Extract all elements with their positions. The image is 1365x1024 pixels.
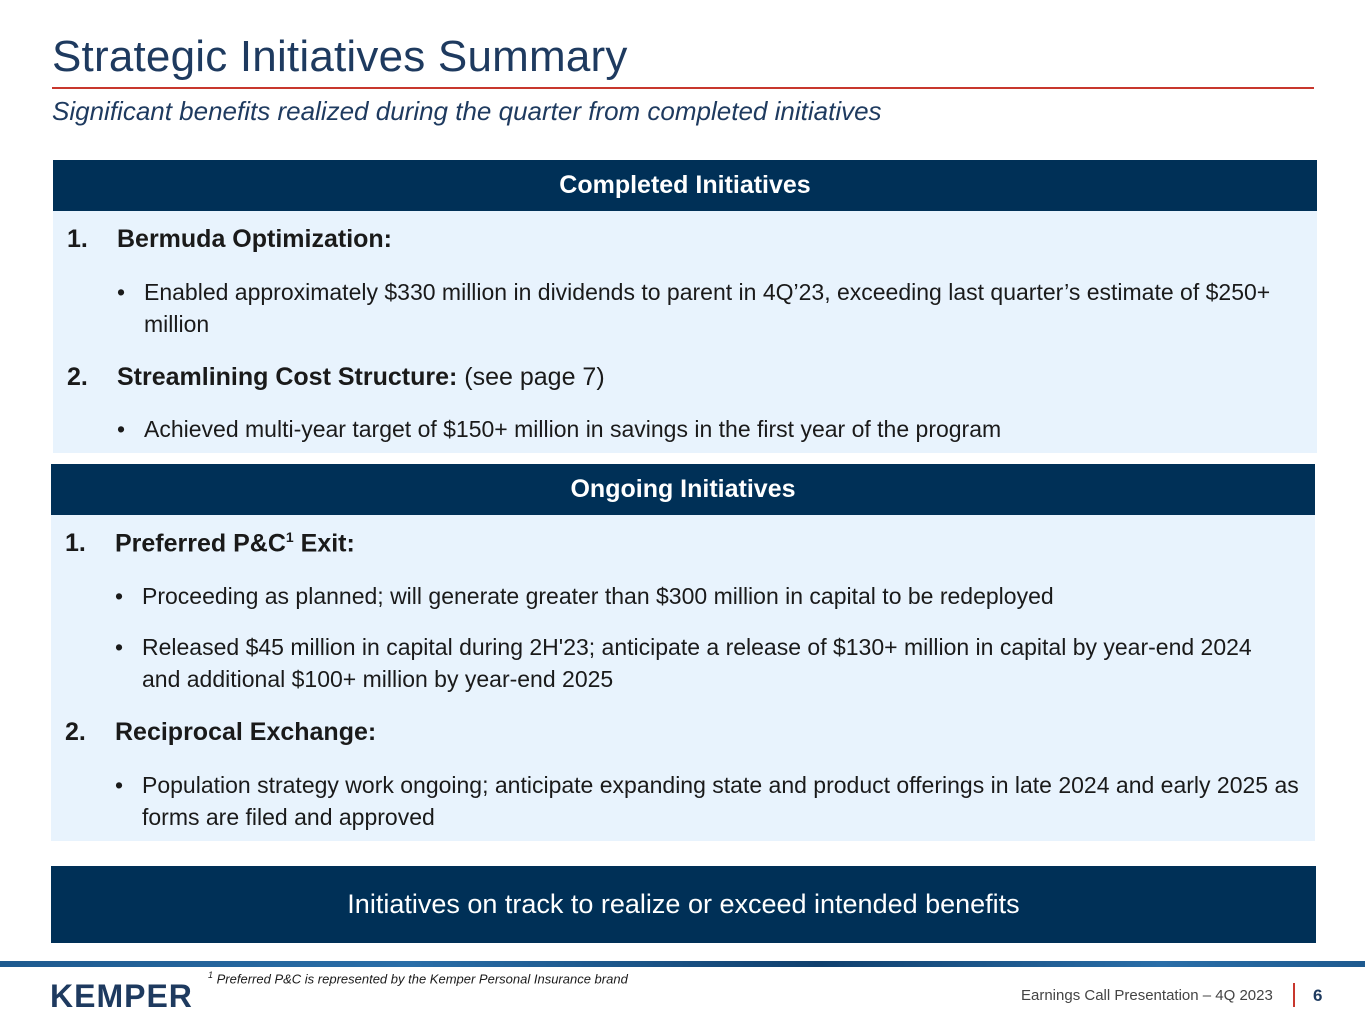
bullet-text: Population strategy work ongoing; anticipate expanding state and product offerings in late 2024 and early 2025 as forms are filed and approved <box>142 772 1299 830</box>
completed-item-2-heading <box>67 363 605 392</box>
ongoing-item-1-heading <box>65 529 355 558</box>
completed-item-1-heading <box>67 225 392 254</box>
ongoing-initiatives-header: Ongoing Initiatives <box>51 464 1315 515</box>
bullet-dot: • <box>117 279 126 305</box>
page-subtitle: Significant benefits realized during the quarter from completed initiatives <box>52 96 882 126</box>
completed-initiatives-header: Completed Initiatives <box>53 160 1317 211</box>
ongoing-initiatives-panel <box>51 464 1315 841</box>
footnote-text: Preferred P&C is represented by the Kemper Personal Insurance brand <box>216 971 628 987</box>
kemper-logo: KEMPER <box>50 978 193 1014</box>
item-number: 2. <box>65 718 86 746</box>
bullet-text: Proceeding as planned; will generate greater than $300 million in capital to be redeployed <box>142 583 1054 609</box>
footnote <box>208 970 628 986</box>
page-title: Strategic Initiatives Summary <box>52 32 628 81</box>
page-number: 6 <box>1313 986 1323 1005</box>
item-page-reference: (see page 7) <box>464 363 605 391</box>
ongoing-item-2-heading <box>65 718 376 747</box>
completed-item-2-bullet-1 <box>117 413 1297 445</box>
item-title: Preferred P&C <box>115 529 286 558</box>
bullet-dot: • <box>115 583 124 609</box>
bullet-dot: • <box>117 416 126 442</box>
ongoing-item-2-bullet-1 <box>115 769 1305 833</box>
item-title-suffix: Exit: <box>293 529 355 558</box>
footer-divider <box>1293 983 1295 1007</box>
bullet-text: Released $45 million in capital during 2H'23; anticipate a release of $130+ million in capital by year-end 2024 and additional $100+ million by year-end 2025 <box>142 634 1252 692</box>
bullet-dot: • <box>115 634 124 660</box>
completed-item-1-bullet-1 <box>117 276 1297 340</box>
footer-band <box>0 961 1365 967</box>
ongoing-item-1-bullet-1 <box>115 580 1295 612</box>
item-number: 1. <box>67 225 88 253</box>
completed-initiatives-panel <box>53 160 1317 453</box>
title-rule <box>52 87 1314 89</box>
item-title: Bermuda Optimization: <box>117 225 393 253</box>
footnote-marker: 1 <box>208 970 214 980</box>
bullet-text: Enabled approximately $330 million in dividends to parent in 4Q’23, exceeding last quarter’s estimate of $250+ million <box>144 279 1271 337</box>
item-title: Reciprocal Exchange: <box>115 718 377 746</box>
footnote-marker: 1 <box>285 529 294 545</box>
bullet-dot: • <box>115 772 124 798</box>
ongoing-item-1-bullet-2 <box>115 631 1295 695</box>
item-number: 1. <box>65 529 86 558</box>
presentation-label: Earnings Call Presentation – 4Q 2023 <box>1021 987 1273 1004</box>
conclusion-banner: Initiatives on track to realize or exceed intended benefits <box>51 866 1316 943</box>
item-title: Streamlining Cost Structure: <box>117 363 458 391</box>
bullet-text: Achieved multi-year target of $150+ million in savings in the first year of the program <box>144 416 1002 442</box>
item-number: 2. <box>67 363 88 391</box>
